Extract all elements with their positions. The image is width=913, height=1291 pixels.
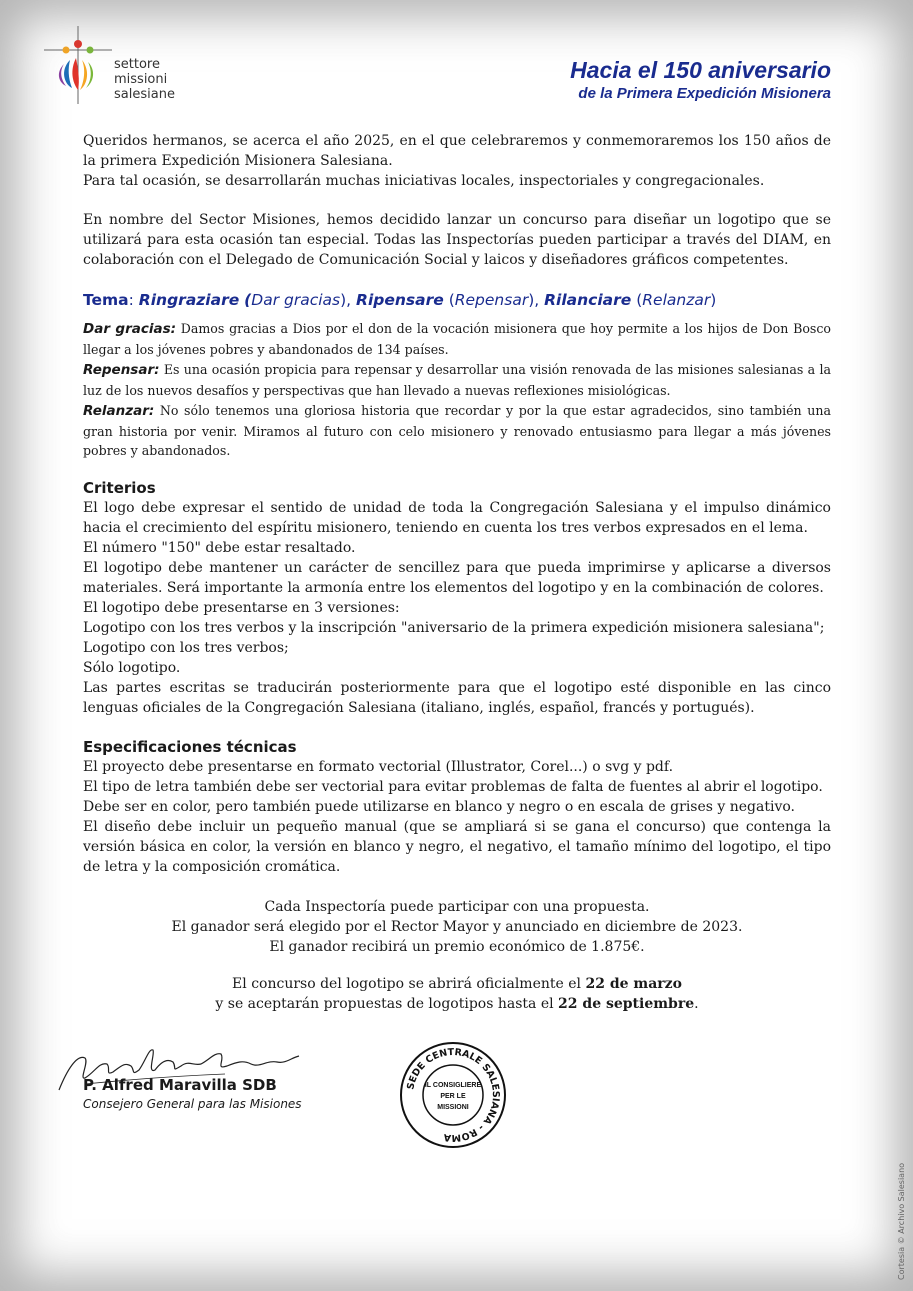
verb-term: Repensar: (83, 362, 160, 378)
seal-inner-text: MISSIONI (437, 1104, 469, 1111)
verb-item (83, 401, 831, 461)
closing-line: El ganador será elegido por el Rector Mayor y anunciado en diciembre de 2023. (171, 919, 743, 935)
tema-verb: Ringraziare (138, 291, 240, 309)
logo-mark-icon (42, 24, 114, 110)
seal-inner-text: PER LE (440, 1093, 466, 1100)
seal-inner-text: IL CONSIGLIERE (424, 1082, 482, 1089)
logo-line: settore (114, 57, 160, 72)
tema-translation: Dar gracias (251, 291, 341, 309)
dates-text: . (694, 996, 699, 1012)
closing-block (83, 897, 831, 957)
spec-line: Debe ser en color, pero también puede utilizarse en blanco y negro o en escala de grises y negativo. (83, 799, 796, 815)
heading-subtitle: de la Primera Expedición Misionera (578, 85, 831, 102)
closing-line: Cada Inspectoría puede participar con una propuesta. (264, 899, 650, 915)
criterio-line: El número "150" debe estar resaltado. (83, 540, 356, 556)
tema-label: Tema (83, 291, 129, 309)
heading-title: Hacia el 150 aniversario (570, 57, 831, 83)
tema-translation: Repensar (454, 291, 529, 309)
criterio-line: Las partes escritas se traducirán posteriormente para que el logotipo esté disponible en las cinco lenguas oficiales de la Congregación Salesiana (italiano, inglés, español, francés y portugués). (83, 680, 831, 716)
signatory-role: Consejero General para las Misiones (83, 1097, 302, 1111)
verb-text: No sólo tenemos una gloriosa historia que recordar y por la que estar agradecidos, sino también una gran historia por venir. Miramos al futuro con celo misionero y renovado entusiasmo para llegar a más jóvenes pobres y abandonados. (83, 403, 831, 458)
intro-text: Para tal ocasión, se desarrollarán muchas iniciativas locales, inspectoriales y congregacionales. (83, 173, 765, 189)
seal-ring-text: SEDE CENTRALE SALESIANA - ROMA (405, 1046, 502, 1144)
logo-wordmark (114, 57, 175, 102)
document-heading (570, 56, 831, 104)
official-seal (398, 1040, 508, 1150)
verb-text: Damos gracias a Dios por el don de la vocación misionera que hoy permite a los hijos de Don Bosco llegar a los jóvenes pobres y abandonados de 134 países. (83, 321, 831, 357)
criterio-line: Sólo logotipo. (83, 660, 181, 676)
signatory-name: P. Alfred Maravilla SDB (83, 1076, 277, 1094)
criterio-line: El logotipo debe mantener un carácter de sencillez para que pueda imprimirse y aplicarse a diversos materiales. Será importante la armonía entre los elementos del logotipo y en la combinación de colores. (83, 560, 831, 596)
tema-line: Tema: Ringraziare (Dar gracias), Ripensare (Repensar), Rilanciare (Relanzar) (83, 291, 717, 309)
closing-line: El ganador recibirá un premio económico de 1.875€. (269, 939, 645, 955)
verb-term: Relanzar: (83, 403, 155, 419)
intro-paragraph-1 (83, 131, 831, 191)
start-date: 22 de marzo (585, 976, 682, 992)
dates-block (83, 974, 831, 1014)
verb-term: Dar gracias: (83, 321, 177, 337)
intro-text: Queridos hermanos, se acerca el año 2025, en el que celebraremos y conmemoraremos los 150 años de la primera Expedición Misionera Salesiana. (83, 133, 831, 169)
spec-line: El tipo de letra también debe ser vectorial para evitar problemas de falta de fuentes al abrir el logotipo. (83, 779, 823, 795)
tema-translation: Relanzar (642, 291, 711, 309)
dates-text: y se aceptarán propuestas de logotipos hasta el (215, 996, 559, 1012)
section-title: Especificaciones técnicas (83, 738, 297, 756)
spec-line: El proyecto debe presentarse en formato vectorial (Illustrator, Corel...) o svg y pdf. (83, 759, 674, 775)
sector-logo (42, 24, 192, 110)
criterio-line: Logotipo con los tres verbos y la inscripción "aniversario de la primera expedición misionera salesiana"; (83, 620, 825, 636)
criterio-line: Logotipo con los tres verbos; (83, 640, 289, 656)
verb-item (83, 319, 831, 359)
tema-verb: Rilanciare (544, 291, 632, 309)
especificaciones-section (83, 737, 831, 877)
verb-text: Es una ocasión propicia para repensar y desarrollar una visión renovada de las misiones salesianas a la luz de los nuevos desafíos y perspectivas que han llevado a nuevas reflexiones misiológicas. (83, 362, 831, 398)
criterio-line: El logotipo debe presentarse en 3 versiones: (83, 600, 400, 616)
tema-verb: Ripensare (356, 291, 444, 309)
end-date: 22 de septiembre (558, 996, 695, 1012)
intro-paragraph-2: En nombre del Sector Misiones, hemos decidido lanzar un concurso para diseñar un logotipo que se utilizará para esta ocasión tan especial. Todas las Inspectorías pueden participar a través del DIAM, en colaboración con el Delegado de Comunicación Social y laicos y diseñadores gráficos competentes. (83, 212, 831, 268)
photo-credit: Cortesia © Archivo Salesiano (897, 1162, 906, 1280)
dates-text: El concurso del logotipo se abrirá oficialmente el (232, 976, 586, 992)
spec-line: El diseño debe incluir un pequeño manual (que se ampliará si se gana el concurso) que contenga la versión básica en color, la versión en blanco y negro, el negativo, el tamaño mínimo del logotipo, el tipo de letra y la composición cromática. (83, 819, 831, 875)
logo-line: missioni (114, 72, 168, 87)
criterios-section (83, 478, 831, 718)
section-title: Criterios (83, 479, 156, 497)
logo-line: salesiane (114, 87, 175, 102)
verb-item (83, 360, 831, 400)
criterio-line: El logo debe expresar el sentido de unidad de toda la Congregación Salesiana y el impulso dinámico hacia el crecimiento del espíritu misionero, teniendo en cuenta los tres verbos expresados en el lema. (83, 500, 831, 536)
